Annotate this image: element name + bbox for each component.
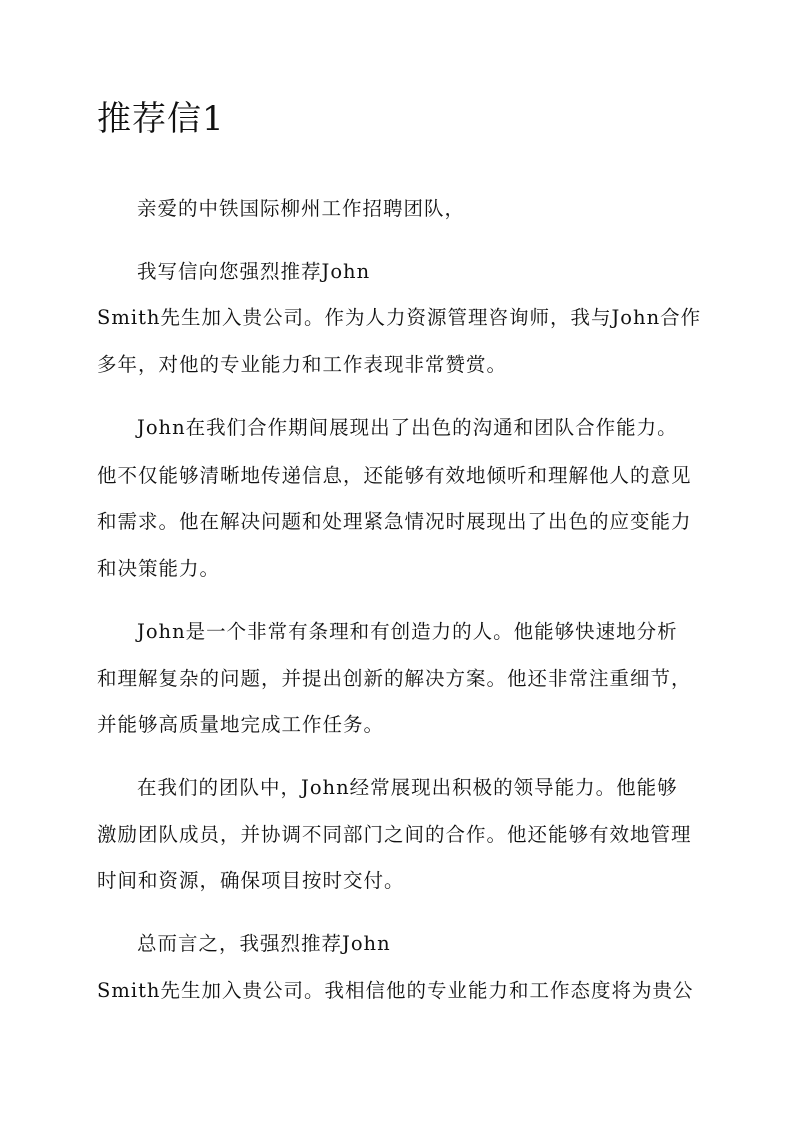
page-title: 推荐信1	[97, 99, 225, 139]
paragraph-2-line-2: 他不仅能够清晰地传递信息，还能够有效地倾听和理解他人的意见	[97, 464, 692, 487]
paragraph-2-line-3: 和需求。他在解决问题和处理紧急情况时展现出了出色的应变能力	[97, 510, 692, 533]
paragraph-4-line-2: 激励团队成员，并协调不同部门之间的合作。他还能够有效地管理	[97, 823, 692, 846]
paragraph-4-line-3: 时间和资源，确保项目按时交付。	[97, 869, 405, 892]
greeting: 亲爱的中铁国际柳州工作招聘团队，	[137, 197, 466, 220]
paragraph-5-line-1: 总而言之，我强烈推荐John	[137, 932, 391, 955]
paragraph-3-line-2: 和理解复杂的问题，并提出创新的解决方案。他还非常注重细节，	[97, 667, 692, 690]
paragraph-3-line-1: John是一个非常有条理和有创造力的人。他能够快速地分析	[137, 620, 678, 643]
paragraph-2-line-4: 和决策能力。	[97, 557, 221, 580]
paragraph-2-line-1: John在我们合作期间展现出了出色的沟通和团队合作能力。	[137, 416, 678, 439]
paragraph-1-line-1: 我写信向您强烈推荐John	[137, 260, 371, 283]
paragraph-4-line-1: 在我们的团队中，John经常展现出积极的领导能力。他能够	[137, 776, 678, 799]
paragraph-5-line-2: Smith先生加入贵公司。我相信他的专业能力和工作态度将为贵公	[97, 979, 694, 1002]
paragraph-1-line-3: 多年，对他的专业能力和工作表现非常赞赏。	[97, 353, 508, 376]
paragraph-1-line-2: Smith先生加入贵公司。作为人力资源管理咨询师，我与John合作	[97, 306, 702, 329]
paragraph-3-line-3: 并能够高质量地完成工作任务。	[97, 713, 385, 736]
